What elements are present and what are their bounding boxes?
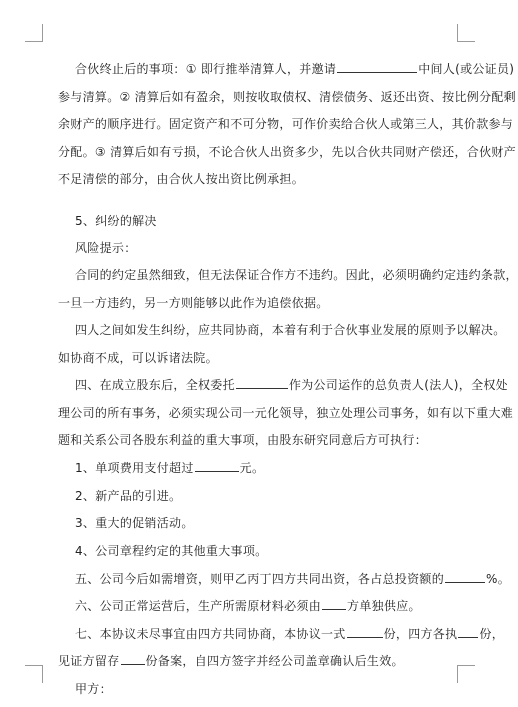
text-segment: 见证方留存: [58, 654, 120, 668]
text-line: [75, 677, 112, 701]
text-segment: 分配。③ 清算后如有亏损，不论合伙人出资多少，先以合伙共同财产偿还，合伙财产: [58, 145, 516, 159]
crop-mark-top-right-h: [457, 41, 475, 42]
text-segment: 元。: [239, 461, 265, 475]
text-segment: 3、重大的促销活动。: [75, 516, 194, 530]
text-segment: 份备案，自四方签字并经公司盖章确认后生效。: [145, 654, 404, 668]
fill-in-blank: [337, 59, 417, 73]
text-segment: 合同的约定虽然细致，但无法保证合作方不违约。因此，必须明确约定违约条款，: [75, 268, 518, 282]
text-line: [58, 401, 513, 425]
crop-mark-bottom-right-h: [457, 665, 475, 666]
text-line: [75, 318, 506, 342]
crop-mark-bottom-right-v: [457, 665, 458, 683]
text-line: [58, 85, 516, 109]
text-segment: %。: [486, 572, 511, 586]
text-segment: 方单独供应。: [347, 599, 421, 613]
text-line: [75, 209, 157, 233]
text-line: [75, 57, 514, 81]
text-segment: 余财产的顺序进行。固定资产和不可分物，可作价卖给合伙人或第三人，其价款参与: [58, 117, 514, 131]
text-line: [75, 236, 137, 260]
text-line: [75, 622, 504, 646]
text-line: [58, 649, 404, 673]
text-line: [58, 112, 513, 136]
text-line: [58, 428, 427, 452]
text-segment: 5、纠纷的解决: [75, 214, 157, 228]
text-segment: 一旦一方违约，另一方则能够以此作为追偿依据。: [58, 296, 329, 310]
fill-in-blank: [322, 596, 346, 610]
text-segment: 甲方：: [75, 682, 112, 696]
text-segment: 4、公司章程约定的其他重大事项。: [75, 544, 268, 558]
text-segment: 1、单项费用支付超过: [75, 461, 194, 475]
text-segment: 题和关系公司各股东利益的重大事项，由股东研究同意后方可执行：: [58, 433, 428, 447]
crop-mark-top-right-v: [457, 24, 458, 42]
fill-in-blank: [236, 375, 288, 389]
fill-in-blank: [347, 624, 383, 638]
crop-mark-bottom-left-v: [42, 665, 43, 683]
text-line: [75, 594, 421, 618]
text-segment: 合伙终止后的事项：① 即行推举清算人，并邀请: [75, 62, 337, 76]
text-segment: 中间人(或公证员): [418, 62, 515, 76]
text-line: [75, 539, 267, 563]
fill-in-blank: [195, 458, 239, 472]
text-segment: 四、在成立股东后，全权委托: [75, 378, 235, 392]
crop-mark-top-left-h: [25, 41, 43, 42]
text-line: [75, 511, 194, 535]
fill-in-blank: [445, 569, 485, 583]
text-line: [58, 346, 218, 370]
crop-mark-bottom-left-h: [25, 665, 43, 666]
text-segment: 六、公司正常运营后，生产所需原材料必须由: [75, 599, 322, 613]
fill-in-blank: [458, 624, 478, 638]
fill-in-blank: [121, 651, 145, 665]
text-line: [58, 140, 516, 164]
text-segment: 如协商不成，可以诉诸法院。: [58, 351, 218, 365]
text-segment: 2、新产品的引进。: [75, 489, 182, 503]
text-segment: 四人之间如发生纠纷，应共同协商，本着有利于合伙事业发展的原则予以解决。: [75, 323, 506, 337]
text-line: [75, 484, 181, 508]
text-line: [75, 456, 264, 480]
text-segment: 份，: [479, 627, 505, 641]
crop-mark-top-left-v: [42, 24, 43, 42]
text-segment: 五、公司今后如需增资，则甲乙丙丁四方共同出资，各占总投资额的: [75, 572, 445, 586]
text-segment: 七、本协议未尽事宜由四方共同协商，本协议一式: [75, 627, 346, 641]
text-segment: 份，四方各执: [383, 627, 458, 641]
text-line: [75, 373, 508, 397]
text-line: [58, 291, 329, 315]
text-segment: 理公司的所有事务，必须实现公司一元化领导，独立处理公司事务，如有以下重大难: [58, 406, 514, 420]
text-line: [75, 263, 518, 287]
text-segment: 参与清算。② 清算后如有盈余，则按收取债权、清偿债务、返还出资、按比例分配剩: [58, 90, 516, 104]
text-segment: 作为公司运作的总负责人(法人)，全权处: [288, 378, 508, 392]
text-segment: 风险提示：: [75, 241, 137, 255]
text-segment: 不足清偿的部分，由合伙人按出资比例承担。: [58, 172, 305, 186]
text-line: [75, 567, 510, 591]
text-line: [58, 167, 304, 191]
